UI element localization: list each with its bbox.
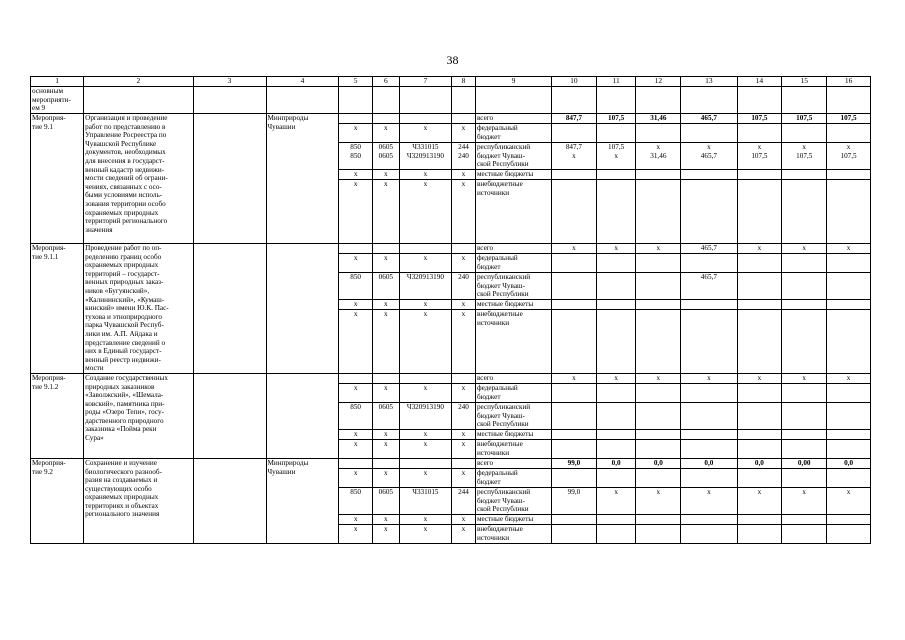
- code-cell: x: [339, 310, 372, 373]
- value-cell: 0,0: [827, 458, 871, 468]
- value-cell: x 107,5: [737, 143, 782, 170]
- code-cell: x: [339, 383, 372, 402]
- table-cell: [827, 383, 871, 402]
- table-cell: [596, 468, 636, 487]
- table-cell: [596, 439, 636, 458]
- code-cell: x: [339, 254, 372, 273]
- table-cell: [552, 439, 597, 458]
- code-cell: 0605: [372, 402, 399, 429]
- table-cell: [193, 373, 266, 458]
- column-header: 11: [596, 77, 636, 87]
- table-cell: [827, 124, 871, 143]
- table-cell: [782, 124, 827, 143]
- value-cell: [737, 273, 782, 300]
- table-cell: [552, 383, 597, 402]
- table-cell: [827, 514, 871, 524]
- table-cell: [372, 244, 399, 254]
- code-cell: 0605 0605: [372, 143, 399, 170]
- table-cell: [372, 114, 399, 124]
- value-cell: x: [636, 244, 681, 254]
- table-cell: [636, 514, 681, 524]
- source-federal: федеральный бюджет: [475, 254, 551, 273]
- code-cell: 850: [339, 402, 372, 429]
- source-federal: федеральный бюджет: [475, 124, 551, 143]
- intro-label: основным мероприяти- ем 9: [31, 87, 84, 114]
- source-republic: республиканский бюджет Чуваш- ской Республики: [475, 402, 551, 429]
- table-cell: [339, 458, 372, 468]
- table-cell: [596, 524, 636, 543]
- table-cell: [596, 254, 636, 273]
- code-cell: x: [451, 170, 475, 180]
- measure-code: Мероприя- тие 9.1: [31, 114, 84, 244]
- source-federal: федеральный бюджет: [475, 383, 551, 402]
- table-cell: [827, 310, 871, 373]
- intro-row: [31, 87, 871, 114]
- code-cell: x: [451, 383, 475, 402]
- measure-code: Мероприя- тие 9.1.2: [31, 373, 84, 458]
- code-cell: x: [399, 524, 451, 543]
- code-cell: 0605: [372, 487, 399, 514]
- table-cell: [339, 114, 372, 124]
- table-cell: [552, 170, 597, 180]
- source-local: местные бюджеты: [475, 300, 551, 310]
- code-cell: x: [372, 310, 399, 373]
- table-cell: [193, 114, 266, 244]
- table-cell: [636, 87, 681, 114]
- table-cell: [399, 458, 451, 468]
- value-cell: 0,0: [636, 458, 681, 468]
- value-cell: [782, 273, 827, 300]
- table-cell: [399, 114, 451, 124]
- value-cell: 465,7: [681, 114, 737, 124]
- value-cell: 465,7: [681, 273, 737, 300]
- table-cell: [737, 124, 782, 143]
- executor: Минприроды Чувашии: [266, 114, 339, 244]
- table-cell: [737, 524, 782, 543]
- measure-code: Мероприя- тие 9.1.1: [31, 244, 84, 374]
- table-cell: [681, 524, 737, 543]
- value-cell: [681, 402, 737, 429]
- table-cell: [451, 244, 475, 254]
- value-cell: [737, 402, 782, 429]
- table-cell: [636, 468, 681, 487]
- source-republic: республиканский бюджет Чуваш- ской Республики: [475, 273, 551, 300]
- table-cell: [596, 300, 636, 310]
- table-cell: [596, 383, 636, 402]
- header-row: [31, 77, 871, 87]
- table-cell: [552, 87, 597, 114]
- table-cell: [399, 87, 451, 114]
- value-cell: x: [737, 373, 782, 383]
- table-cell: [782, 514, 827, 524]
- code-cell: x: [339, 429, 372, 439]
- executor: [266, 244, 339, 374]
- table-cell: [681, 514, 737, 524]
- table-cell: [372, 87, 399, 114]
- table-cell: [596, 310, 636, 373]
- column-header: 7: [399, 77, 451, 87]
- measure-code: Мероприя- тие 9.2: [31, 458, 84, 543]
- value-cell: x: [552, 244, 597, 254]
- value-cell: x: [552, 373, 597, 383]
- value-cell: x: [782, 373, 827, 383]
- executor: [266, 373, 339, 458]
- code-cell: x: [451, 514, 475, 524]
- table-row: [31, 458, 871, 468]
- code-cell: x: [399, 468, 451, 487]
- source-republic: республиканский бюджет Чуваш- ской Республики: [475, 487, 551, 514]
- value-cell: x: [782, 244, 827, 254]
- table-cell: [552, 468, 597, 487]
- source-federal: федеральный бюджет: [475, 468, 551, 487]
- code-cell: x: [399, 254, 451, 273]
- table-cell: [782, 524, 827, 543]
- code-cell: x: [372, 180, 399, 244]
- table-cell: [636, 310, 681, 373]
- table-cell: [451, 373, 475, 383]
- value-cell: 107,5: [782, 114, 827, 124]
- table-cell: [552, 524, 597, 543]
- table-cell: [636, 180, 681, 244]
- value-cell: x: [827, 487, 871, 514]
- column-header: 2: [84, 77, 193, 87]
- column-header: 14: [737, 77, 782, 87]
- table-cell: [782, 468, 827, 487]
- table-cell: [552, 300, 597, 310]
- table-cell: [681, 254, 737, 273]
- table-cell: [596, 87, 636, 114]
- value-cell: x 107,5: [782, 143, 827, 170]
- source-extra: внебюджетные источники: [475, 524, 551, 543]
- code-cell: Ч320913190: [399, 402, 451, 429]
- table-cell: [681, 439, 737, 458]
- code-cell: x: [372, 468, 399, 487]
- value-cell: 0,0: [596, 458, 636, 468]
- table-cell: [737, 514, 782, 524]
- table-cell: [451, 114, 475, 124]
- value-cell: [827, 402, 871, 429]
- source-local: местные бюджеты: [475, 514, 551, 524]
- table-cell: [737, 170, 782, 180]
- table-cell: [552, 310, 597, 373]
- table-cell: [827, 300, 871, 310]
- value-cell: x: [596, 373, 636, 383]
- code-cell: x: [451, 429, 475, 439]
- table-row: [31, 114, 871, 124]
- column-header: 13: [681, 77, 737, 87]
- code-cell: x: [451, 468, 475, 487]
- value-cell: x: [737, 244, 782, 254]
- table-cell: [596, 180, 636, 244]
- table-cell: [193, 87, 266, 114]
- table-cell: [84, 87, 193, 114]
- table-cell: [737, 180, 782, 244]
- measure-name: Создание государственных природных заказников «Заволжский», «Шемала- ковский», памятника при- роды «Озеро Тепи», госу- дарственного природного заказника «Пойма реки Сура»: [84, 373, 193, 458]
- code-cell: 850: [339, 273, 372, 300]
- code-cell: x: [339, 468, 372, 487]
- table-cell: [782, 87, 827, 114]
- source-republic: республиканский бюджет Чуваш- ской Республики: [475, 143, 551, 170]
- table-cell: [681, 180, 737, 244]
- table-cell: [552, 180, 597, 244]
- code-cell: x: [399, 124, 451, 143]
- code-cell: x: [339, 439, 372, 458]
- code-cell: x: [451, 254, 475, 273]
- measure-name: Проведение работ по оп- ределению границ особо охраняемых природных территорий – государст- венных природных заказ- ников «Бугуянский», «Калининский», «Кумаш- кинский» имени Ю.К. Пас- тухова и этноприродного парка Чувашской Респуб- лики им. А.П. Айдака и представление сведений о них в Единый государст- венный реестр недвижи- мости: [84, 244, 193, 374]
- code-cell: x: [339, 180, 372, 244]
- code-cell: x: [451, 180, 475, 244]
- table-cell: [737, 468, 782, 487]
- code-cell: x: [339, 300, 372, 310]
- table-cell: [737, 87, 782, 114]
- code-cell: x: [399, 310, 451, 373]
- code-cell: x: [339, 524, 372, 543]
- table-cell: [636, 429, 681, 439]
- code-cell: x: [372, 514, 399, 524]
- table-cell: [266, 87, 339, 114]
- value-cell: [636, 273, 681, 300]
- column-header: 4: [266, 77, 339, 87]
- value-cell: [596, 273, 636, 300]
- table-cell: [681, 468, 737, 487]
- code-cell: x: [451, 300, 475, 310]
- table-cell: [339, 244, 372, 254]
- source-extra: внебюджетные источники: [475, 310, 551, 373]
- table-cell: [596, 170, 636, 180]
- table-cell: [339, 87, 372, 114]
- table-cell: [782, 180, 827, 244]
- source-local: местные бюджеты: [475, 429, 551, 439]
- table-row: [31, 244, 871, 254]
- code-cell: x: [339, 124, 372, 143]
- table-cell: [552, 124, 597, 143]
- table-cell: [827, 87, 871, 114]
- column-header: 8: [451, 77, 475, 87]
- code-cell: x: [339, 170, 372, 180]
- table-cell: [636, 524, 681, 543]
- table-cell: [827, 468, 871, 487]
- table-cell: [782, 300, 827, 310]
- value-cell: x: [636, 487, 681, 514]
- table-cell: [827, 180, 871, 244]
- code-cell: x: [372, 124, 399, 143]
- table-cell: [475, 87, 551, 114]
- value-cell: 0,0: [681, 458, 737, 468]
- table-cell: [339, 373, 372, 383]
- table-cell: [737, 310, 782, 373]
- code-cell: x: [399, 429, 451, 439]
- value-cell: 847,7 x: [552, 143, 597, 170]
- value-cell: 107,5 x: [596, 143, 636, 170]
- column-header: 15: [782, 77, 827, 87]
- value-cell: [552, 402, 597, 429]
- value-cell: 99,0: [552, 487, 597, 514]
- column-header: 3: [193, 77, 266, 87]
- code-cell: x: [451, 310, 475, 373]
- code-cell: x: [399, 439, 451, 458]
- code-cell: x: [399, 300, 451, 310]
- executor: Минприроды Чувашии: [266, 458, 339, 543]
- code-cell: 244 240: [451, 143, 475, 170]
- table-cell: [827, 170, 871, 180]
- table-cell: [636, 124, 681, 143]
- column-header: 5: [339, 77, 372, 87]
- table-cell: [737, 439, 782, 458]
- table-cell: [636, 439, 681, 458]
- table-cell: [636, 300, 681, 310]
- table-cell: [596, 514, 636, 524]
- code-cell: Ч320913190: [399, 273, 451, 300]
- table-cell: [399, 373, 451, 383]
- table-cell: [827, 254, 871, 273]
- source-total: всего: [475, 373, 551, 383]
- source-total: всего: [475, 458, 551, 468]
- value-cell: x: [636, 373, 681, 383]
- table-cell: [737, 300, 782, 310]
- value-cell: x: [681, 373, 737, 383]
- table-cell: [782, 439, 827, 458]
- source-total: всего: [475, 114, 551, 124]
- budget-table: [30, 76, 871, 544]
- code-cell: Ч331015 Ч320913190: [399, 143, 451, 170]
- code-cell: x: [372, 300, 399, 310]
- code-cell: x: [372, 439, 399, 458]
- value-cell: [827, 273, 871, 300]
- table-cell: [552, 514, 597, 524]
- table-cell: [782, 429, 827, 439]
- code-cell: 244: [451, 487, 475, 514]
- value-cell: [782, 402, 827, 429]
- code-cell: x: [372, 383, 399, 402]
- table-cell: [681, 124, 737, 143]
- page-number: 38: [446, 53, 459, 67]
- table-cell: [782, 310, 827, 373]
- table-row: [31, 373, 871, 383]
- code-cell: x: [372, 429, 399, 439]
- value-cell: 465,7: [681, 244, 737, 254]
- code-cell: x: [399, 170, 451, 180]
- table-cell: [737, 429, 782, 439]
- source-extra: внебюджетные источники: [475, 180, 551, 244]
- value-cell: x 465,7: [681, 143, 737, 170]
- table-cell: [782, 170, 827, 180]
- column-header: 6: [372, 77, 399, 87]
- value-cell: 31,46: [636, 114, 681, 124]
- table-cell: [451, 87, 475, 114]
- table-cell: [372, 373, 399, 383]
- value-cell: [552, 273, 597, 300]
- table-cell: [552, 254, 597, 273]
- code-cell: x: [372, 524, 399, 543]
- code-cell: x: [372, 254, 399, 273]
- code-cell: 240: [451, 273, 475, 300]
- table-cell: [193, 458, 266, 543]
- code-cell: x: [339, 514, 372, 524]
- code-cell: 240: [451, 402, 475, 429]
- table-cell: [827, 524, 871, 543]
- code-cell: 850: [339, 487, 372, 514]
- table-cell: [552, 429, 597, 439]
- code-cell: 0605: [372, 273, 399, 300]
- table-cell: [782, 383, 827, 402]
- table-cell: [827, 439, 871, 458]
- code-cell: x: [399, 514, 451, 524]
- table-cell: [193, 244, 266, 374]
- value-cell: [596, 402, 636, 429]
- code-cell: x: [451, 524, 475, 543]
- source-extra: внебюджетные источники: [475, 439, 551, 458]
- value-cell: 99,0: [552, 458, 597, 468]
- value-cell: x: [737, 487, 782, 514]
- value-cell: x: [782, 487, 827, 514]
- source-local: местные бюджеты: [475, 170, 551, 180]
- code-cell: Ч331015: [399, 487, 451, 514]
- source-total: всего: [475, 244, 551, 254]
- value-cell: 107,5: [827, 114, 871, 124]
- column-header: 9: [475, 77, 551, 87]
- table-cell: [596, 429, 636, 439]
- value-cell: 0,0: [737, 458, 782, 468]
- table-cell: [451, 458, 475, 468]
- value-cell: x: [681, 487, 737, 514]
- column-header: 1: [31, 77, 84, 87]
- measure-name: Сохранение и изучение биологического разнооб- разия на создаваемых и существующих особо охраняемых природных территориях и объектах регионального значения: [84, 458, 193, 543]
- value-cell: x: [596, 244, 636, 254]
- code-cell: x: [399, 383, 451, 402]
- value-cell: x: [827, 244, 871, 254]
- code-cell: x: [451, 124, 475, 143]
- table-cell: [636, 383, 681, 402]
- value-cell: x: [596, 487, 636, 514]
- table-cell: [681, 383, 737, 402]
- code-cell: x: [372, 170, 399, 180]
- table-cell: [681, 429, 737, 439]
- code-cell: x: [451, 439, 475, 458]
- table-cell: [681, 170, 737, 180]
- column-header: 12: [636, 77, 681, 87]
- value-cell: 107,5: [596, 114, 636, 124]
- table-cell: [681, 310, 737, 373]
- table-cell: [827, 429, 871, 439]
- value-cell: 107,5: [737, 114, 782, 124]
- table-cell: [737, 383, 782, 402]
- value-cell: 847,7: [552, 114, 597, 124]
- table-cell: [596, 124, 636, 143]
- table-cell: [636, 254, 681, 273]
- value-cell: x: [827, 373, 871, 383]
- table-cell: [681, 300, 737, 310]
- table-cell: [636, 170, 681, 180]
- value-cell: [636, 402, 681, 429]
- value-cell: 0,00: [782, 458, 827, 468]
- column-header: 10: [552, 77, 597, 87]
- measure-name: Организация и проведение работ по представлению в Управление Росреестра по Чувашской Республике документов, необходимых для внесения в государст- венный кадастр недвижи- мости сведений об ограни- чениях, связанных с осо- быми условиями исполь- зования территории особо охраняемых природных территорий регионального значения: [84, 114, 193, 244]
- column-header: 16: [827, 77, 871, 87]
- table-cell: [737, 254, 782, 273]
- value-cell: x 31,46: [636, 143, 681, 170]
- table-cell: [782, 254, 827, 273]
- table-cell: [372, 458, 399, 468]
- code-cell: x: [399, 180, 451, 244]
- code-cell: 850 850: [339, 143, 372, 170]
- value-cell: x 107,5: [827, 143, 871, 170]
- table-cell: [399, 244, 451, 254]
- table-cell: [681, 87, 737, 114]
